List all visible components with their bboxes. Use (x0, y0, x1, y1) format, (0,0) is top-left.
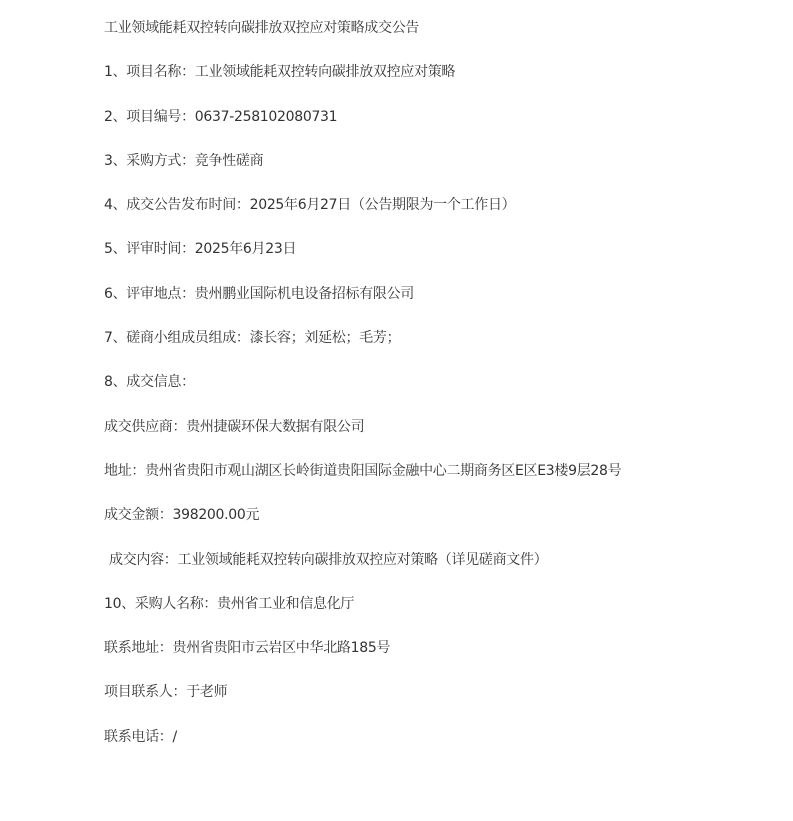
announcement-document (104, 6, 793, 759)
procurement-method: 3、采购方式：竞争性磋商 (104, 152, 264, 169)
supplier-address: 地址：贵州省贵阳市观山湖区长岭街道贵阳国际金融中心二期商务区E区E3楼9层28号 (104, 462, 622, 479)
deal-info-heading: 8、成交信息： (104, 374, 195, 391)
project-number: 2、项目编号：0637-258102080731 (104, 108, 338, 125)
winning-supplier: 成交供应商：贵州捷碳环保大数据有限公司 (104, 418, 365, 435)
announcement-title: 工业领域能耗双控转向碳排放双控应对策略成交公告 (104, 20, 420, 36)
review-location: 6、评审地点：贵州鹏业国际机电设备招标有限公司 (104, 285, 415, 302)
deal-amount: 成交金额：398200.00元 (104, 507, 260, 524)
contact-address: 联系地址：贵州省贵阳市云岩区中华北路185号 (104, 640, 391, 657)
project-name: 1、项目名称：工业领域能耗双控转向碳排放双控应对策略 (104, 64, 456, 81)
publish-time: 4、成交公告发布时间：2025年6月27日（公告期限为一个工作日） (104, 197, 516, 214)
contact-phone: 联系电话：/ (104, 728, 177, 745)
purchaser-name: 10、采购人名称：贵州省工业和信息化厅 (104, 595, 355, 612)
review-time: 5、评审时间：2025年6月23日 (104, 241, 297, 258)
project-contact: 项目联系人：于老师 (104, 684, 228, 701)
panel-members: 7、磋商小组成员组成：漆长容；刘延松；毛芳； (104, 330, 401, 347)
deal-content: 成交内容：工业领域能耗双控转向碳排放双控应对策略（详见磋商文件） (109, 551, 548, 568)
